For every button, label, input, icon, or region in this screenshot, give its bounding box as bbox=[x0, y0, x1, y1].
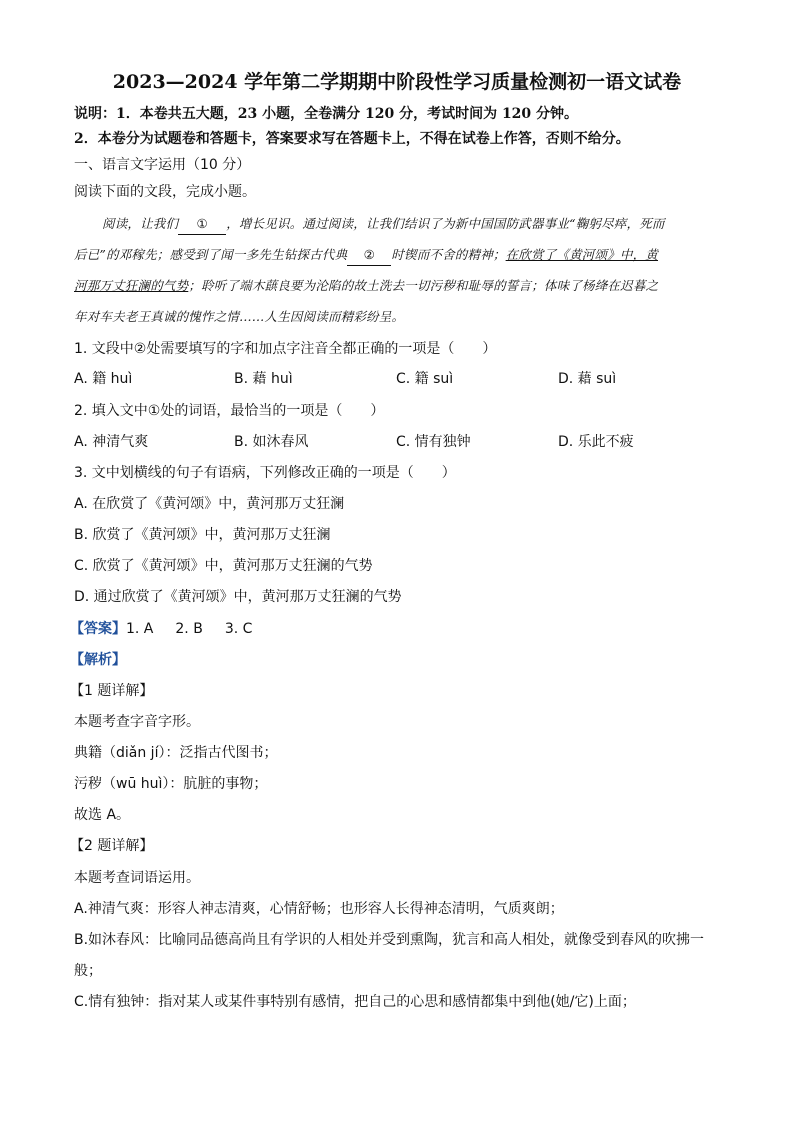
notes-line-2: 2．本卷分为试题卷和答题卡，答案要求写在答题卡上，不得在试卷上作答，否则不给分。 bbox=[74, 131, 630, 147]
passage-text: ，增长见识。通过阅读，让我们结识了为新中国国防武器事业“鞠躬尽瘁，死而 bbox=[226, 216, 665, 231]
passage-line-1 bbox=[102, 214, 665, 235]
section-instruction: 阅读下面的文段，完成小题。 bbox=[74, 184, 256, 200]
question-1-option-a: A. 籍 huì bbox=[74, 371, 133, 387]
answer-tag: 【答案】 bbox=[70, 621, 126, 637]
answer-item: 1. A bbox=[126, 621, 154, 637]
passage-text: 时锲而不舍的精神； bbox=[391, 247, 506, 262]
underlined-sentence: 河那万丈狂澜的气势 bbox=[74, 278, 189, 293]
question-2-option-d: D. 乐此不疲 bbox=[558, 434, 634, 450]
blank-1: ① bbox=[178, 214, 226, 235]
question-3-stem: 3. 文中划横线的句子有语病，下列修改正确的一项是（ ） bbox=[74, 465, 456, 481]
question-3-option-c: C. 欣赏了《黄河颂》中，黄河那万丈狂澜的气势 bbox=[74, 558, 373, 574]
blank-2: ② bbox=[347, 245, 391, 266]
question-3-option-b: B. 欣赏了《黄河颂》中，黄河那万丈狂澜 bbox=[74, 527, 331, 543]
passage-text: ；聆听了端木蕻良要为沦陷的故土洗去一切污秽和耻辱的誓言；体味了杨绛在迟暮之 bbox=[188, 278, 659, 293]
detail-1-line: 典籍（diǎn jí）：泛指古代图书； bbox=[74, 745, 278, 761]
detail-2-line: 般； bbox=[74, 963, 102, 979]
question-3-option-d: D. 通过欣赏了《黄河颂》中，黄河那万丈狂澜的气势 bbox=[74, 589, 402, 605]
question-2-option-c: C. 情有独钟 bbox=[396, 434, 471, 450]
question-2-option-a: A. 神清气爽 bbox=[74, 434, 149, 450]
notes-line-1: 说明：1．本卷共五大题，23 小题，全卷满分 120 分，考试时间为 120 分钟。 bbox=[74, 106, 579, 122]
question-2-option-b: B. 如沐春风 bbox=[234, 434, 309, 450]
section-heading: 一、语言文字运用（10 分） bbox=[74, 157, 251, 173]
question-3-option-a: A. 在欣赏了《黄河颂》中，黄河那万丈狂澜 bbox=[74, 496, 345, 512]
detail-1-heading: 【1 题详解】 bbox=[70, 683, 154, 699]
answer-line bbox=[70, 619, 252, 639]
detail-2-heading: 【2 题详解】 bbox=[70, 838, 154, 854]
passage-line-4: 年对车夫老王真诚的愧怍之情……人生因阅读而精彩纷呈。 bbox=[74, 309, 405, 324]
answer-item: 3. C bbox=[224, 621, 253, 637]
detail-2-line: 本题考查词语运用。 bbox=[74, 870, 200, 886]
detail-2-line: A.神清气爽：形容人神志清爽，心情舒畅；也形容人长得神态清明，气质爽朗； bbox=[74, 901, 564, 917]
page-title: 2023—2024 学年第二学期期中阶段性学习质量检测初一语文试卷 bbox=[112, 71, 682, 93]
question-1-stem: 1. 文段中②处需要填写的字和加点字注音全都正确的一项是（ ） bbox=[74, 341, 497, 357]
answer-item: 2. B bbox=[175, 621, 203, 637]
detail-1-line: 本题考查字音字形。 bbox=[74, 714, 200, 730]
detail-1-line: 污秽（wū huì）：肮脏的事物； bbox=[74, 776, 268, 792]
detail-2-line: C.情有独钟：指对某人或某件事特别有感情，把自己的心思和感情都集中到他(她/它)上面； bbox=[74, 994, 636, 1010]
analysis-tag: 【解析】 bbox=[70, 652, 126, 668]
passage-text: 后已”的邓稼先；感受到了闻一多先生钻探古代典 bbox=[74, 247, 348, 262]
question-2-stem: 2. 填入文中①处的词语，最恰当的一项是（ ） bbox=[74, 403, 385, 419]
detail-2-line: B.如沐春风：比喻同品德高尚且有学识的人相处并受到熏陶，犹言和高人相处，就像受到春风的吹拂一 bbox=[74, 932, 705, 948]
question-1-option-c: C. 籍 suì bbox=[396, 371, 454, 387]
underlined-sentence: 在欣赏了《黄河颂》中，黄 bbox=[505, 247, 659, 262]
question-1-option-d: D. 藉 suì bbox=[558, 371, 617, 387]
detail-1-line: 故选 A。 bbox=[74, 807, 131, 823]
passage-line-3 bbox=[74, 276, 658, 296]
passage-line-2 bbox=[74, 245, 658, 266]
passage-text: 阅读，让我们 bbox=[102, 216, 179, 231]
question-1-option-b: B. 藉 huì bbox=[234, 371, 293, 387]
